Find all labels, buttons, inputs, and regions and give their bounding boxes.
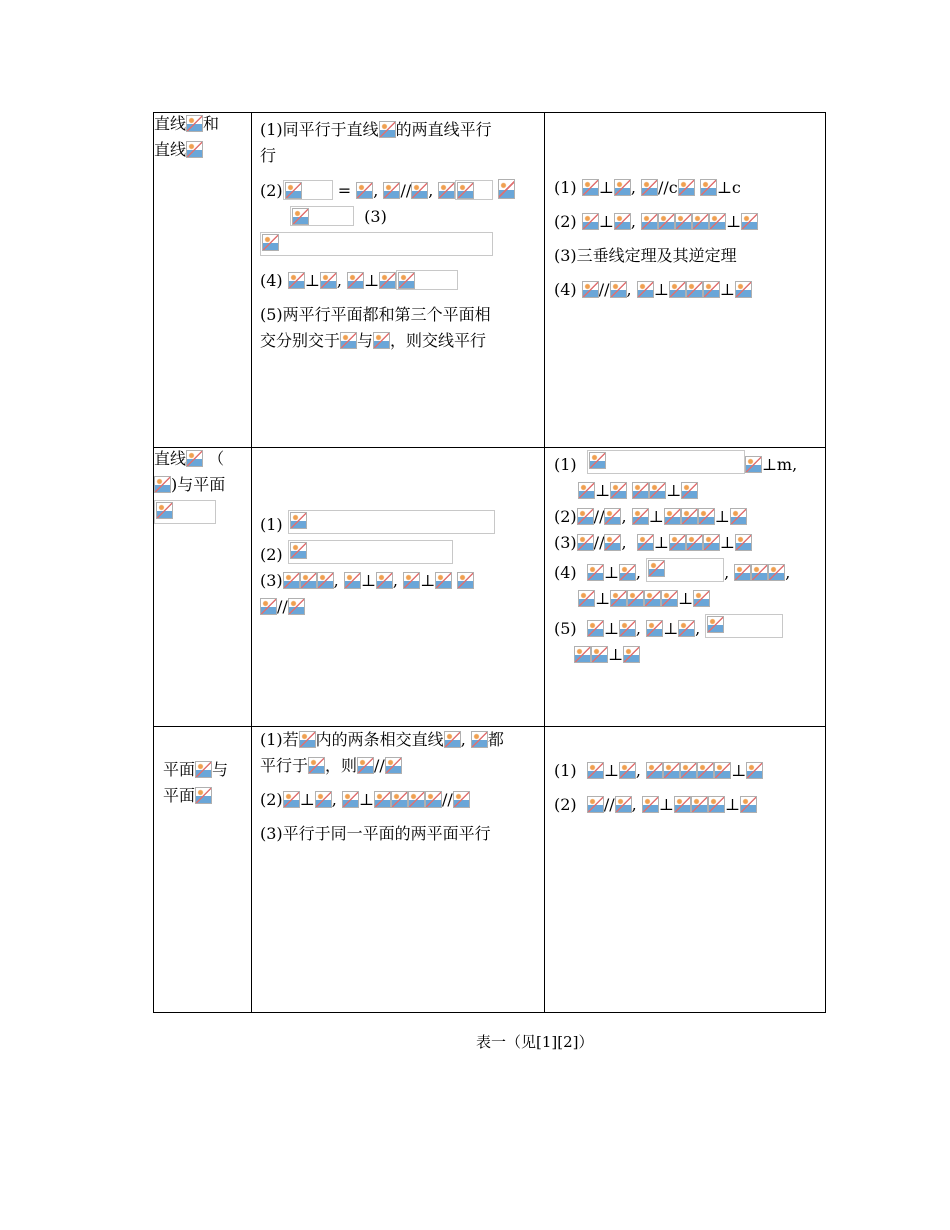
formula-image-icon xyxy=(669,534,686,551)
formula-image-icon xyxy=(195,761,212,778)
formula-image-icon xyxy=(632,508,649,525)
formula-image-box xyxy=(288,540,453,564)
formula-image-icon xyxy=(438,182,455,199)
formula-image-icon xyxy=(425,791,442,808)
formula-image-icon xyxy=(582,179,599,196)
formula-image-icon xyxy=(646,620,663,637)
formula-image-icon xyxy=(383,182,400,199)
formula-image-icon xyxy=(623,646,640,663)
formula-image-icon xyxy=(658,213,675,230)
formula-image-icon xyxy=(691,796,708,813)
line-plane-properties-cell: (1) ⊥m, ⊥ ⊥ (2) // , ⊥ ⊥ (3) // , ⊥ ⊥ (4) ⊥ , , , ⊥ ⊥ (5) ⊥ , ⊥ , ⊥ xyxy=(545,448,826,727)
formula-image-icon xyxy=(315,791,332,808)
formula-image-icon xyxy=(610,482,627,499)
formula-image-icon xyxy=(344,572,361,589)
formula-image-icon xyxy=(664,508,681,525)
formula-image-icon xyxy=(288,272,305,289)
formula-image-icon xyxy=(614,179,631,196)
formula-image-icon xyxy=(669,281,686,298)
formula-image-box xyxy=(455,180,493,200)
formula-image-icon xyxy=(288,598,305,615)
formula-image-icon xyxy=(498,179,515,199)
formula-image-icon xyxy=(582,281,599,298)
formula-image-box xyxy=(290,206,354,226)
formula-image-icon xyxy=(435,572,452,589)
formula-image-icon xyxy=(373,332,390,349)
row-label-plane-plane: 平面 与 平面 xyxy=(154,727,252,1013)
formula-image-icon xyxy=(290,542,307,559)
formula-image-icon xyxy=(186,141,203,158)
plane-plane-conditions-cell: (1)若 内的两条相交直线 , 都 平行于 ，则 // (2) ⊥ , ⊥ // (3)平行于同一平面的两平面平行 xyxy=(252,727,545,1013)
formula-image-icon xyxy=(686,534,703,551)
formula-image-icon xyxy=(693,590,710,607)
formula-image-icon xyxy=(615,796,632,813)
formula-image-icon xyxy=(444,731,461,748)
formula-image-icon xyxy=(391,791,408,808)
row-label-line-plane: 直线 （ )与平面 xyxy=(154,448,252,727)
formula-image-icon xyxy=(260,598,277,615)
formula-image-icon xyxy=(709,213,726,230)
formula-image-icon xyxy=(411,182,428,199)
formula-image-icon xyxy=(292,208,309,225)
formula-image-icon xyxy=(374,791,391,808)
formula-image-icon xyxy=(637,281,654,298)
formula-image-icon xyxy=(457,182,474,199)
table-caption: 表一（见[1][2]） xyxy=(476,1033,594,1051)
formula-image-icon xyxy=(356,182,373,199)
formula-image-icon xyxy=(587,564,604,581)
formula-image-icon xyxy=(340,332,357,349)
parallel-properties-cell: (1) ⊥ , //c ⊥c (2) ⊥ , ⊥ (3)三垂线定理及其逆定理 (4) // , ⊥ ⊥ xyxy=(545,113,826,448)
formula-image-box xyxy=(705,614,783,638)
geometry-theorem-table xyxy=(153,112,826,1013)
formula-image-icon xyxy=(698,508,715,525)
formula-image-icon xyxy=(283,572,300,589)
row-label-line-line: 直线 和 直线 xyxy=(154,113,252,448)
formula-image-box xyxy=(154,500,216,524)
plane-plane-properties-cell: (1) ⊥ , ⊥ (2) // , ⊥ ⊥ xyxy=(545,727,826,1013)
formula-image-icon xyxy=(619,564,636,581)
formula-image-icon xyxy=(156,502,173,519)
formula-image-icon xyxy=(644,590,661,607)
formula-image-icon xyxy=(283,791,300,808)
formula-image-icon xyxy=(610,590,627,607)
formula-image-icon xyxy=(707,616,724,633)
formula-image-icon xyxy=(610,281,627,298)
formula-image-icon xyxy=(578,590,595,607)
formula-image-icon xyxy=(408,791,425,808)
formula-image-icon xyxy=(376,572,393,589)
row-line-and-plane xyxy=(154,448,826,727)
formula-image-icon xyxy=(582,213,599,230)
formula-image-icon xyxy=(591,646,608,663)
formula-image-icon xyxy=(453,791,470,808)
formula-image-icon xyxy=(379,272,396,289)
formula-image-icon xyxy=(195,787,212,804)
formula-image-icon xyxy=(379,121,396,138)
formula-image-icon xyxy=(740,796,757,813)
row-line-and-line xyxy=(154,113,826,448)
formula-image-icon xyxy=(735,534,752,551)
formula-image-icon xyxy=(632,482,649,499)
formula-image-icon xyxy=(714,762,731,779)
formula-image-icon xyxy=(403,572,420,589)
formula-image-icon xyxy=(627,590,644,607)
formula-image-icon xyxy=(587,620,604,637)
formula-image-icon xyxy=(768,564,785,581)
formula-image-icon xyxy=(357,757,374,774)
formula-image-icon xyxy=(637,534,654,551)
formula-image-icon xyxy=(385,757,402,774)
formula-image-icon xyxy=(320,272,337,289)
formula-image-icon xyxy=(681,482,698,499)
row-plane-and-plane xyxy=(154,727,826,1013)
formula-image-icon xyxy=(574,646,591,663)
formula-image-icon xyxy=(642,796,659,813)
formula-image-icon xyxy=(675,213,692,230)
formula-image-box xyxy=(396,270,458,290)
formula-image-icon xyxy=(663,762,680,779)
formula-image-icon xyxy=(678,620,695,637)
formula-image-icon xyxy=(619,620,636,637)
formula-image-icon xyxy=(308,757,325,774)
formula-image-icon xyxy=(317,572,334,589)
formula-image-icon xyxy=(648,560,665,577)
formula-image-icon xyxy=(746,762,763,779)
formula-image-icon xyxy=(745,456,762,473)
formula-image-icon xyxy=(641,179,658,196)
formula-image-icon xyxy=(700,179,717,196)
formula-image-box xyxy=(260,232,493,256)
formula-image-icon xyxy=(347,272,364,289)
formula-image-icon xyxy=(290,512,307,529)
formula-image-icon xyxy=(577,534,594,551)
formula-image-icon xyxy=(708,796,725,813)
formula-image-icon xyxy=(692,213,709,230)
formula-image-icon xyxy=(741,213,758,230)
formula-image-icon xyxy=(641,213,658,230)
formula-image-icon xyxy=(686,281,703,298)
formula-image-icon xyxy=(703,534,720,551)
formula-image-icon xyxy=(578,482,595,499)
formula-image-icon xyxy=(398,272,415,289)
formula-image-icon xyxy=(680,762,697,779)
formula-image-icon xyxy=(649,482,666,499)
formula-image-icon xyxy=(674,796,691,813)
formula-image-icon xyxy=(457,572,474,589)
formula-image-icon xyxy=(735,281,752,298)
formula-image-icon xyxy=(342,791,359,808)
formula-image-icon xyxy=(285,182,302,199)
formula-image-icon xyxy=(300,572,317,589)
formula-image-icon xyxy=(604,508,621,525)
formula-image-icon xyxy=(661,590,678,607)
formula-image-icon xyxy=(703,281,720,298)
formula-image-icon xyxy=(262,234,279,251)
formula-image-box xyxy=(587,450,745,474)
formula-image-icon xyxy=(730,508,747,525)
formula-image-icon xyxy=(697,762,714,779)
line-plane-conditions-cell: (1) (2) (3) , ⊥ , ⊥ // xyxy=(252,448,545,727)
formula-image-icon xyxy=(589,452,606,469)
formula-image-icon xyxy=(751,564,768,581)
formula-image-icon xyxy=(154,476,171,493)
formula-image-box xyxy=(288,510,495,534)
formula-image-icon xyxy=(186,450,203,467)
formula-image-icon xyxy=(681,508,698,525)
formula-image-box xyxy=(646,558,724,582)
formula-image-icon xyxy=(587,796,604,813)
formula-image-icon xyxy=(604,534,621,551)
formula-image-icon xyxy=(186,115,203,132)
formula-image-icon xyxy=(614,213,631,230)
formula-image-icon xyxy=(678,179,695,196)
formula-image-icon xyxy=(577,508,594,525)
formula-image-icon xyxy=(587,762,604,779)
formula-image-icon xyxy=(619,762,636,779)
formula-image-icon xyxy=(646,762,663,779)
formula-image-icon xyxy=(471,731,488,748)
formula-image-box xyxy=(283,180,333,200)
parallel-conditions-cell: (1)同平行于直线 的两直线平行 行 (2) = , // , (3) (4) ⊥ , ⊥ (5)两平行平面都和第三个平面相 交分别交于 与 ，则交线平行 xyxy=(252,113,545,448)
formula-image-icon xyxy=(299,731,316,748)
formula-image-icon xyxy=(734,564,751,581)
